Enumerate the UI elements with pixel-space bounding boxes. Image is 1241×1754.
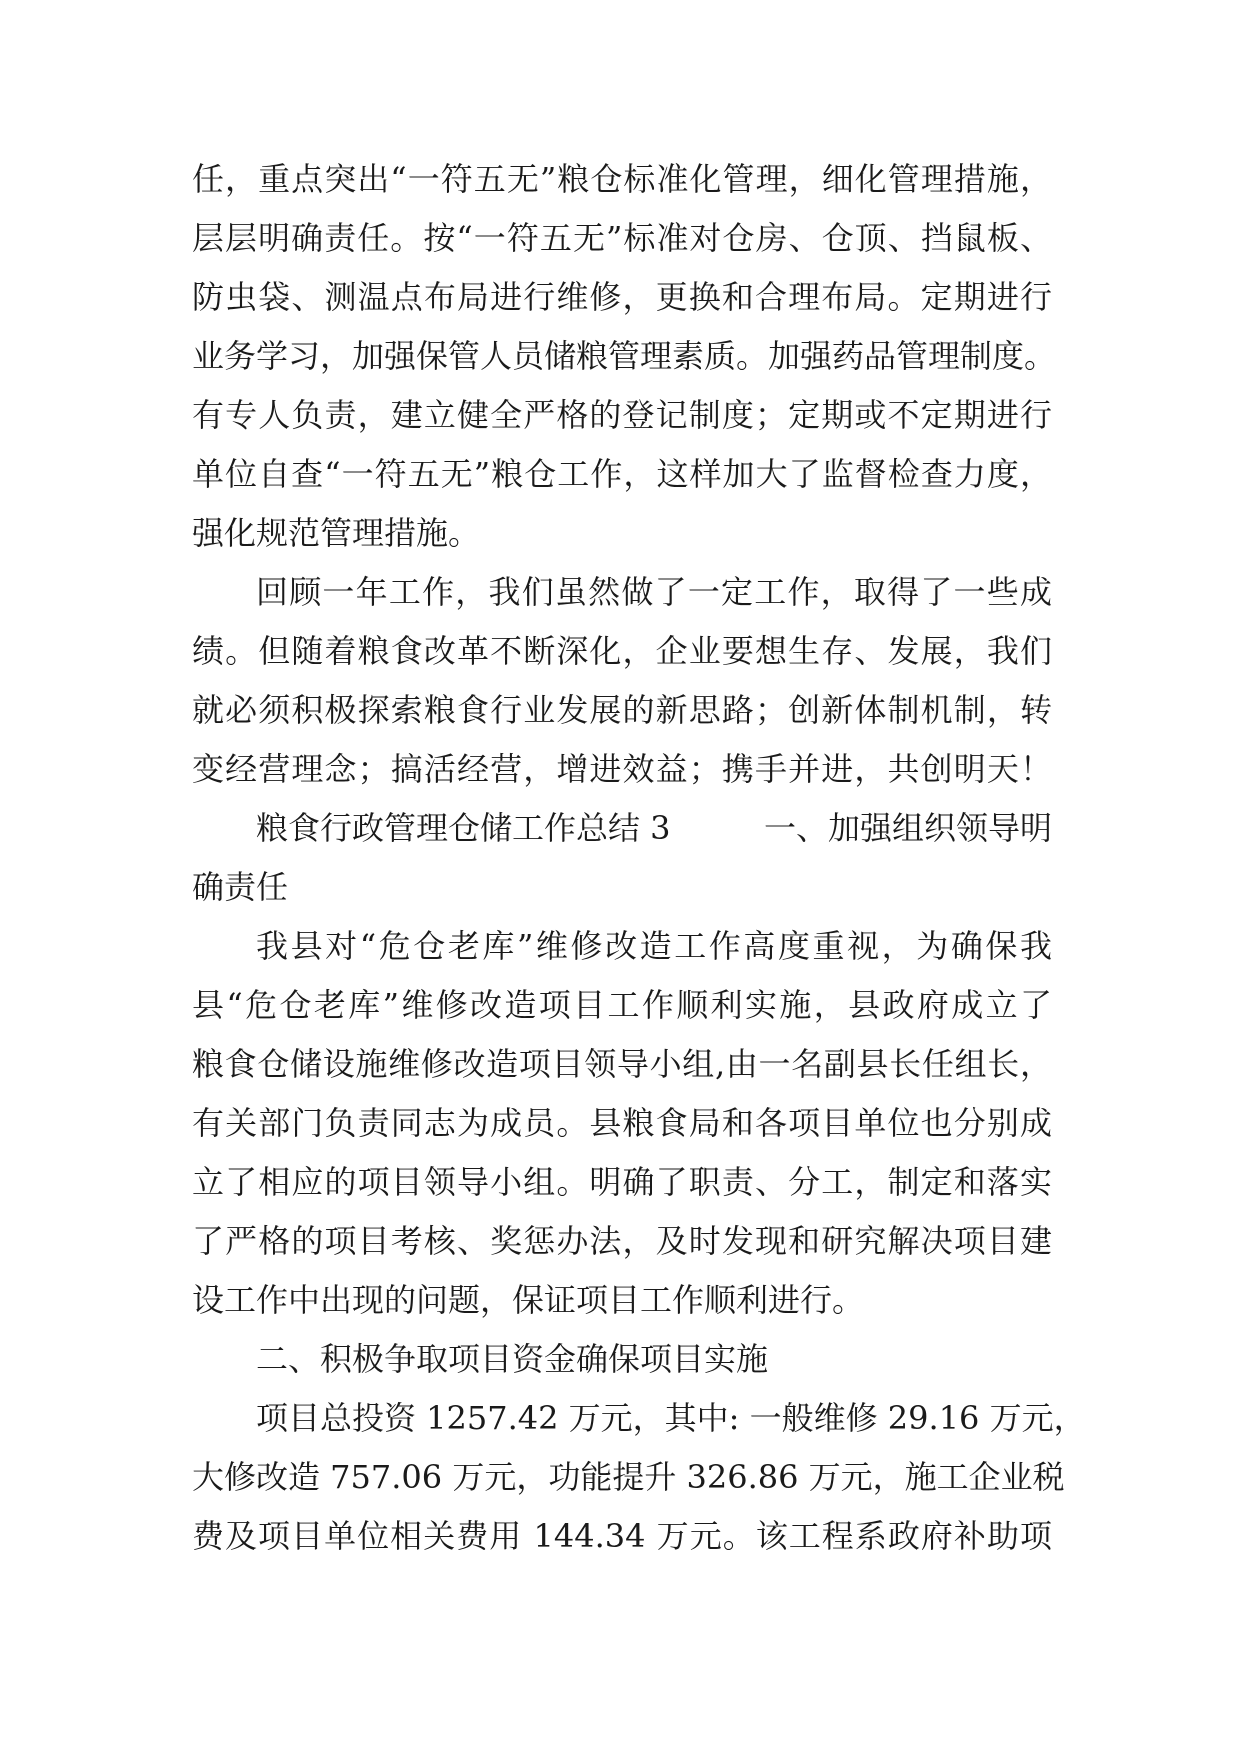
text-line: 层层明确责任。按“一符五无”标准对仓房、仓顶、挡鼠板、: [192, 219, 1052, 257]
text-line: 费及项目单位相关费用 144.34 万元。该工程系政府补助项: [192, 1517, 1052, 1555]
document-title: 粮食行政管理仓储工作总结 3: [256, 809, 671, 847]
text-line: 设工作中出现的问题，保证项目工作顺利进行。: [192, 1281, 865, 1319]
text-line: 绩。但随着粮食改革不断深化，企业要想生存、发展，我们: [192, 632, 1052, 670]
text-line: 我县对“危仓老库”维修改造工作高度重视，为确保我: [256, 927, 1052, 965]
text-line: 了严格的项目考核、奖惩办法，及时发现和研究解决项目建: [192, 1222, 1052, 1260]
section-heading: 一、加强组织领导明: [763, 809, 1052, 847]
text-line: 项目总投资 1257.42 万元，其中: 一般维修 29.16 万元，: [256, 1399, 1086, 1437]
text-line: 有专人负责，建立健全严格的登记制度；定期或不定期进行: [192, 396, 1052, 434]
section-heading: 二、积极争取项目资金确保项目实施: [256, 1340, 769, 1378]
text-line: 县“危仓老库”维修改造项目工作顺利实施，县政府成立了: [192, 986, 1052, 1024]
text-line: 就必须积极探索粮食行业发展的新思路；创新体制机制，转: [192, 691, 1052, 729]
text-line: 粮食仓储设施维修改造项目领导小组,由一名副县长任组长，: [192, 1045, 1052, 1083]
text-line: 确责任: [192, 868, 289, 906]
document-body: [192, 150, 1086, 1566]
text-line: 强化规范管理措施。: [192, 514, 481, 552]
text-line: 任，重点突出“一符五无”粮仓标准化管理，细化管理措施，: [192, 160, 1052, 198]
text-line: 防虫袋、测温点布局进行维修，更换和合理布局。定期进行: [192, 278, 1052, 316]
text-line: 变经营理念；搞活经营，增进效益；携手并进，共创明天！: [192, 750, 1052, 788]
text-line: 立了相应的项目领导小组。明确了职责、分工，制定和落实: [192, 1163, 1052, 1201]
text-line: 大修改造 757.06 万元，功能提升 326.86 万元，施工企业税: [192, 1458, 1065, 1496]
text-line: 单位自查“一符五无”粮仓工作，这样加大了监督检查力度，: [192, 455, 1052, 493]
section-heading-row: [192, 799, 1052, 858]
text-line: 业务学习，加强保管人员储粮管理素质。加强药品管理制度。: [192, 337, 1057, 375]
text-line: 有关部门负责同志为成员。县粮食局和各项目单位也分别成: [192, 1104, 1052, 1142]
text-line: 回顾一年工作，我们虽然做了一定工作，取得了一些成: [256, 573, 1052, 611]
